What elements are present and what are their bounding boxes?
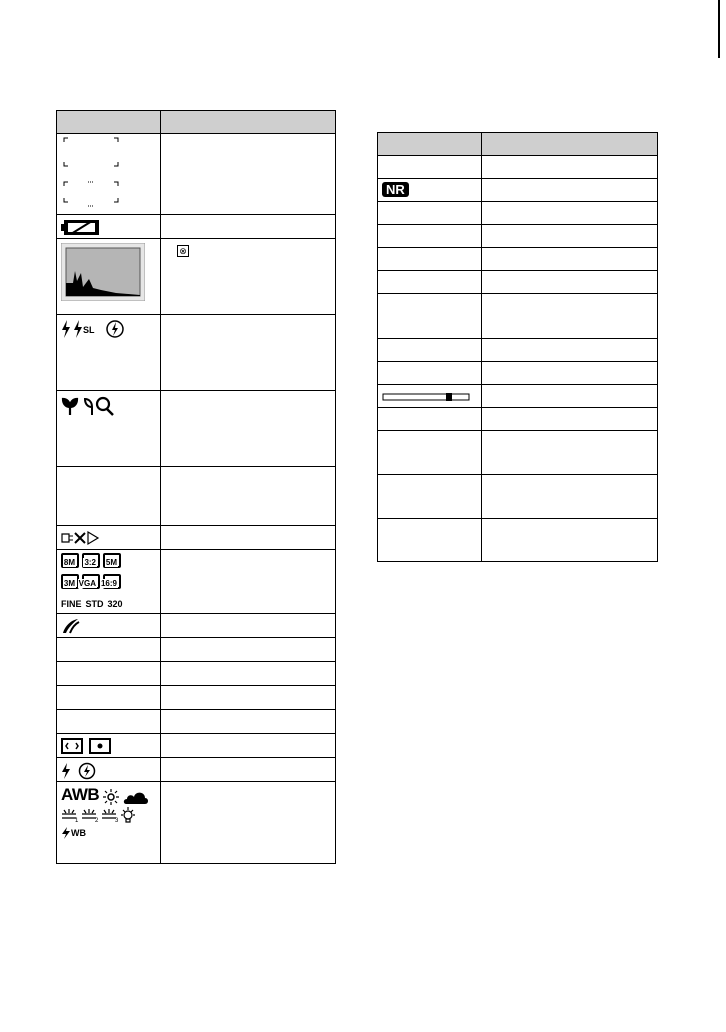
table-row <box>57 734 336 758</box>
row-6-description <box>161 467 336 526</box>
movie-fine-icon: FINE <box>61 599 82 609</box>
white-balance-description <box>161 782 336 864</box>
battery-description <box>161 215 336 239</box>
size-5m-label: 5M <box>105 558 117 567</box>
battery-cell <box>57 215 161 239</box>
right-row-6-display <box>378 271 482 294</box>
flash-mode-cell <box>57 315 161 391</box>
size-8m-label: 8M <box>63 558 75 567</box>
macro-cell <box>57 391 161 467</box>
table-row <box>57 782 336 864</box>
size-3m-icon <box>61 574 79 589</box>
right-row-7-description <box>482 294 658 339</box>
table-row <box>378 179 658 202</box>
table-row <box>57 686 336 710</box>
table-row <box>57 239 336 315</box>
wb-flash-label: WB <box>71 828 86 838</box>
flash-charge-cell <box>57 758 161 782</box>
right-row-11-display <box>378 408 482 431</box>
table-row <box>57 526 336 550</box>
slider-scale-icon <box>382 392 472 402</box>
size-3m-label: 3M <box>63 579 75 588</box>
svg-text:1: 1 <box>75 818 79 824</box>
table-row <box>378 294 658 339</box>
table-row <box>57 614 336 638</box>
left-header-indication <box>161 111 336 134</box>
cloudy-icon <box>123 789 149 805</box>
table-row <box>378 225 658 248</box>
image-size-icons <box>61 553 156 613</box>
no-battery-description <box>161 526 336 550</box>
right-row-1-description <box>482 156 658 179</box>
size-32-label: 3:2 <box>84 558 96 567</box>
movie-320-icon: 320 <box>107 599 123 609</box>
right-icon-table <box>377 132 658 562</box>
right-table-header <box>378 133 658 156</box>
right-header-indication <box>482 133 658 156</box>
table-row <box>378 385 658 408</box>
pen-cell <box>57 614 161 638</box>
slider-cell <box>378 385 482 408</box>
right-row-8-description <box>482 339 658 362</box>
size-5m-icon <box>103 553 121 568</box>
row-6-display <box>57 467 161 526</box>
right-row-6-description <box>482 271 658 294</box>
battery-low-icon <box>61 219 101 236</box>
histogram-description <box>161 239 336 315</box>
left-table-header <box>57 111 336 134</box>
no-battery-cell <box>57 526 161 550</box>
nr-icon: NR <box>382 182 409 197</box>
table-row <box>57 315 336 391</box>
right-row-11-description <box>482 408 658 431</box>
table-row <box>57 550 336 614</box>
table-row <box>378 202 658 225</box>
svg-text:SL: SL <box>83 325 95 335</box>
table-row <box>57 134 336 215</box>
right-row-12-description <box>482 431 658 475</box>
right-row-13-description <box>482 475 658 519</box>
row-12-display <box>57 662 161 686</box>
white-balance-icons <box>61 786 156 842</box>
white-balance-cell <box>57 782 161 864</box>
table-row <box>57 638 336 662</box>
right-row-13-display <box>378 475 482 519</box>
af-frame-cell <box>57 134 161 215</box>
right-row-1-display <box>378 156 482 179</box>
table-row <box>378 271 658 294</box>
row-11-display <box>57 638 161 662</box>
table-row <box>378 339 658 362</box>
nr-cell <box>378 179 482 202</box>
right-row-8-display <box>378 339 482 362</box>
no-battery-link-icon <box>61 530 101 546</box>
right-header-display <box>378 133 482 156</box>
flash-mode-icons <box>61 319 125 339</box>
svg-text:3: 3 <box>115 818 119 824</box>
metering-description <box>161 734 336 758</box>
right-row-12-display <box>378 431 482 475</box>
row-13-description <box>161 686 336 710</box>
row-13-display <box>57 686 161 710</box>
right-row-5-display <box>378 248 482 271</box>
table-row <box>378 408 658 431</box>
metering-mode-icons <box>61 738 113 754</box>
right-row-7-display <box>378 294 482 339</box>
flash-charge-description <box>161 758 336 782</box>
table-row <box>378 248 658 271</box>
page-edge-rule <box>718 0 720 58</box>
macro-description <box>161 391 336 467</box>
image-size-cell <box>57 550 161 614</box>
histogram-icon <box>61 243 145 301</box>
size-vga-label: VGA <box>78 579 96 588</box>
flash-wb-icon <box>61 826 71 840</box>
right-row-14-display <box>378 519 482 562</box>
table-row <box>378 362 658 385</box>
flash-mode-description <box>161 315 336 391</box>
right-row-4-display <box>378 225 482 248</box>
table-row <box>57 467 336 526</box>
left-header-display <box>57 111 161 134</box>
left-icon-table <box>56 110 336 864</box>
daylight-icon <box>102 789 120 805</box>
svg-text:2: 2 <box>95 818 99 824</box>
table-row <box>378 156 658 179</box>
table-row <box>57 215 336 239</box>
histogram-cell <box>57 239 161 315</box>
fluorescent-icons <box>61 807 137 823</box>
pen-icon <box>61 618 81 634</box>
table-row <box>57 758 336 782</box>
macro-icon <box>61 395 117 417</box>
right-row-9-display <box>378 362 482 385</box>
size-169-icon <box>100 574 121 589</box>
histogram-symbol-icon: ⊗ <box>177 245 189 257</box>
movie-std-icon: STD <box>85 599 104 609</box>
right-row-3-description <box>482 202 658 225</box>
table-row <box>378 431 658 475</box>
right-row-4-description <box>482 225 658 248</box>
row-14-description <box>161 710 336 734</box>
size-vga-icon <box>78 574 100 589</box>
table-row <box>57 391 336 467</box>
row-12-description <box>161 662 336 686</box>
metering-cell <box>57 734 161 758</box>
af-range-finder-frame-icon <box>61 134 125 212</box>
size-169-label: 16:9 <box>100 579 117 588</box>
table-row <box>378 475 658 519</box>
image-size-description <box>161 550 336 614</box>
right-row-3-display <box>378 202 482 225</box>
nr-description <box>482 179 658 202</box>
size-8m-icon <box>61 553 79 568</box>
right-row-5-description <box>482 248 658 271</box>
size-32-icon <box>82 553 100 568</box>
table-row <box>57 710 336 734</box>
pen-description <box>161 614 336 638</box>
table-row <box>378 519 658 562</box>
table-row <box>57 662 336 686</box>
right-row-14-description <box>482 519 658 562</box>
row-11-description <box>161 638 336 662</box>
slider-description <box>482 385 658 408</box>
flash-icons <box>61 762 101 780</box>
row-14-display <box>57 710 161 734</box>
af-frame-description <box>161 134 336 215</box>
awb-icon: AWB <box>61 785 100 804</box>
right-row-9-description <box>482 362 658 385</box>
